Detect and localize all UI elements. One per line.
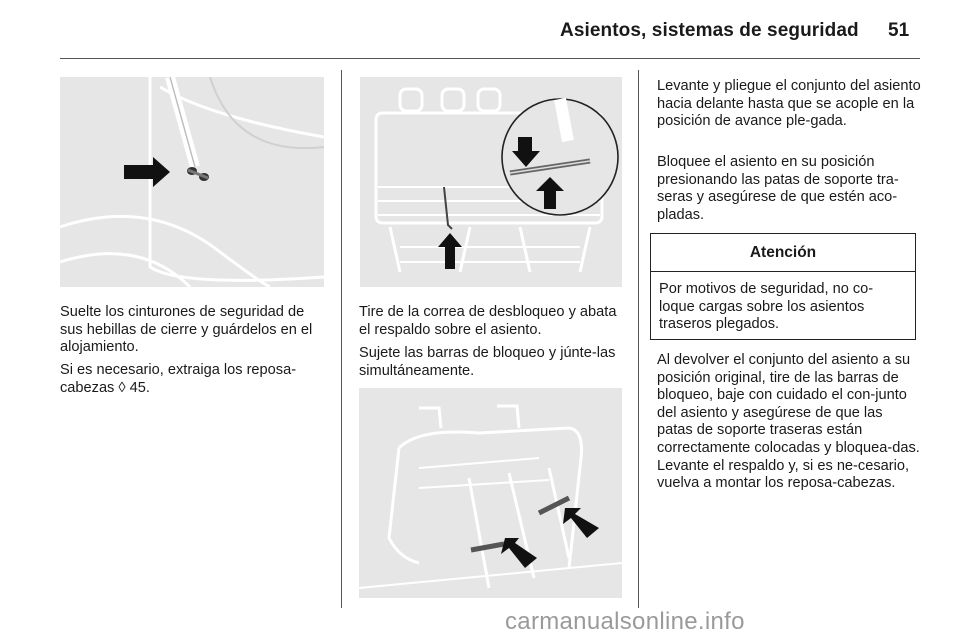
column-divider-2 <box>638 70 639 608</box>
notice-box <box>650 233 916 340</box>
paragraph-lock-seat: Bloquee el asiento en su posición presionando las patas de soporte tra-seras y asegúrese de que estén aco-pladas. <box>657 154 899 223</box>
header-rule <box>60 58 920 59</box>
paragraph-pull-strap: Tire de la correa de desbloqueo y abata el respaldo sobre el asiento. <box>359 304 617 338</box>
arrow-up-icon <box>438 233 462 269</box>
figure-seatbelt-buckle <box>60 77 324 287</box>
page-number: 51 <box>888 20 910 41</box>
arrow-down-left-icon <box>563 508 599 538</box>
column-divider-1 <box>341 70 342 608</box>
arrow-right-icon <box>124 157 170 187</box>
notice-title: Atención <box>651 234 915 272</box>
watermark-text: carmanualsonline.info <box>505 608 745 635</box>
figure-locking-bars <box>359 388 622 598</box>
paragraph-return-seat: Al devolver el conjunto del asiento a su posición original, tire de las barras de bloqueo, baje con cuidado el con-junto del asiento y asegúrese de que las patas de soporte traseras están correctamente colocadas y bloquea-das. Levante el respaldo y, si es ne-cesario, vuelva a montar los reposa-cabezas. <box>657 352 920 492</box>
paragraph-release-belts: Suelte los cinturones de seguridad de sus hebillas de cierre y guárdelos en el alojamiento. <box>60 304 313 356</box>
paragraph-lift-fold: Levante y pliegue el conjunto del asiento hacia delante hasta que se acople en la posición de avance ple-gada. <box>657 78 921 130</box>
paragraph-hold-bars: Sujete las barras de bloqueo y júnte-las simultáneamente. <box>359 345 616 379</box>
notice-body: Por motivos de seguridad, no co-loque cargas sobre los asientos traseros plegados. <box>659 281 874 333</box>
figure-release-strap <box>360 77 622 287</box>
paragraph-remove-headrests: Si es necesario, extraiga los reposa-cabezas ◊ 45. <box>60 362 297 396</box>
page-title: Asientos, sistemas de seguridad <box>560 20 859 41</box>
